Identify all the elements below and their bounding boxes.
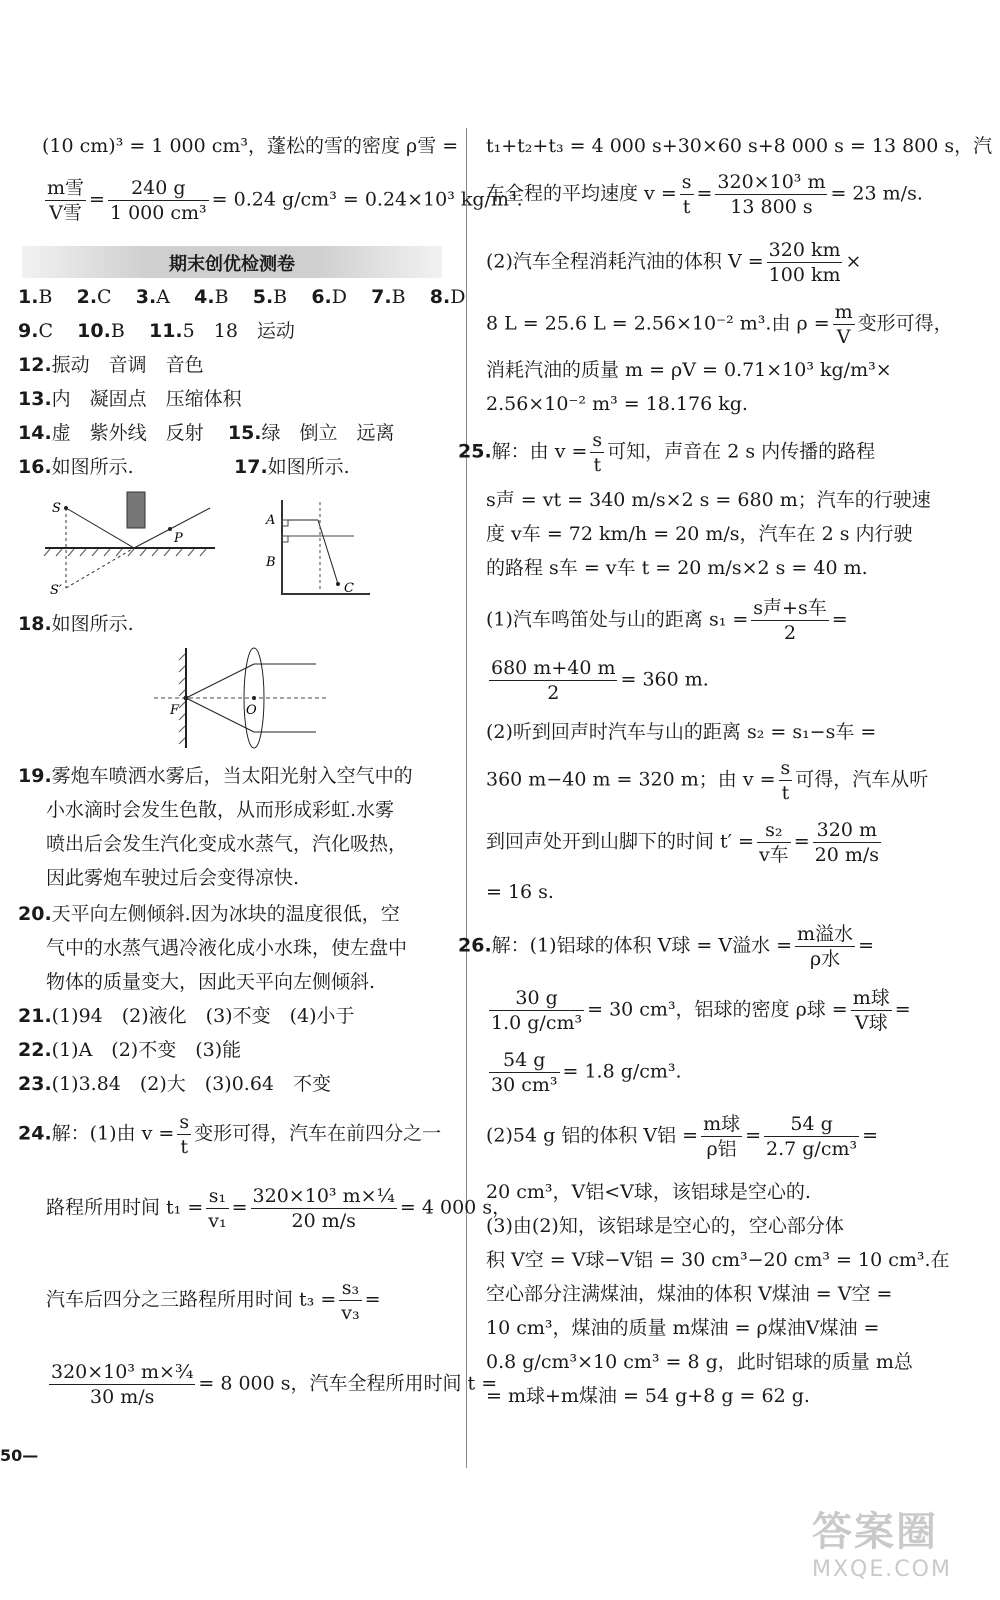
label-s: S xyxy=(52,501,61,516)
text-line: (2)听到回声时汽车与山的距离 s₂ = s₁−s车 = xyxy=(486,721,877,743)
answer-item: 10.B xyxy=(77,320,125,342)
answer-q25-line-1: 25.解：由 v = $\frac{s}{t}$ 可知，声音在 2 s 内传播的路程 xyxy=(458,429,876,476)
incident-ray xyxy=(66,508,134,548)
text-line: $\frac{30 g}{\text{1.0 g/cm³}}$ = 30 cm³，铝球的密度 ρ球 = $\frac{\text{m球}}{\text{V球}}$ = xyxy=(491,987,911,1034)
point-o xyxy=(252,696,256,700)
text-line: 度 v车 = 72 km/h = 20 m/s，汽车在 2 s 内行驶 xyxy=(486,523,913,545)
text-line: $\frac{680 m+40 m}{2}$ = 360 m. xyxy=(491,657,709,704)
figure-17-corner-reflector xyxy=(258,490,388,602)
answer-q18: 18.如图所示. xyxy=(18,613,134,635)
answer-q13: 13.内 凝固点 压缩体积 xyxy=(18,388,242,410)
answer-q22: 22.(1)A (2)不变 (3)能 xyxy=(18,1039,242,1061)
answer-item: 2.C xyxy=(76,286,112,308)
answer-item: 9.C xyxy=(18,320,53,342)
label-b: B xyxy=(266,555,276,570)
text-line: 到回声处开到山脚下的时间 t′ = $\frac{\text{s₂}}{\text{v车}}$ = $\frac{320 m}{20 m/s}$ xyxy=(486,819,879,866)
text-line: 8 L = 25.6 L = 2.56×10⁻² m³.由 ρ = $\frac{m}{V}$ 变形可得， xyxy=(486,301,953,348)
mc-answers-row-2 xyxy=(18,319,295,343)
point-s xyxy=(64,506,68,510)
text-line: t₁+t₂+t₃ = 4 000 s+30×60 s+8 000 s = 13 800 s，汽 xyxy=(486,135,993,157)
text-line: 的路程 s车 = v车 t = 20 m/s×2 s = 40 m. xyxy=(486,557,868,579)
text-line: (2)汽车全程消耗汽油的体积 V = $\frac{320 km}{100 km}$ × xyxy=(486,239,862,286)
answer-q21: 21.(1)94 (2)液化 (3)不变 (4)小于 xyxy=(18,1005,355,1027)
answer-item: 11.5 18 运动 xyxy=(148,320,295,342)
text-line: (1)汽车鸣笛处与山的距离 s₁ = $\frac{\text{s声+s车}}{2}$ = xyxy=(486,597,848,644)
text-line: $\frac{54 g}{\text{30 cm³}}$ = 1.8 g/cm³. xyxy=(491,1049,682,1096)
text-line: (2)54 g 铝的体积 V铝 = $\frac{\text{m球}}{\text{ρ铝}}$ = $\frac{54 g}{\text{2.7 g/cm³}}$ = xyxy=(486,1113,879,1160)
figure-18-convex-lens xyxy=(150,644,330,756)
label-c: C xyxy=(344,581,354,596)
mirror-hatching xyxy=(44,549,206,556)
image-ray-dashed xyxy=(66,548,134,588)
label-s-prime: S′ xyxy=(50,583,62,598)
watermark xyxy=(812,1500,982,1590)
watermark-logo-text: 答案圈 xyxy=(812,1509,938,1555)
section-title: 期末创优检测卷 xyxy=(169,254,295,275)
text-line: 消耗汽油的质量 m = ρV = 0.71×10³ kg/m³× xyxy=(486,359,892,381)
figure-16-mirror-reflection xyxy=(40,486,220,598)
answer-q12: 12.振动 音调 音色 xyxy=(18,354,204,376)
text-line: 积 V空 = V球−V铝 = 30 cm³−20 cm³ = 10 cm³.在 xyxy=(486,1249,950,1271)
label-p: P xyxy=(174,531,183,546)
label-a: A xyxy=(266,513,276,528)
point-f xyxy=(184,696,189,701)
text-line: 2.56×10⁻² m³ = 18.176 kg. xyxy=(486,393,748,415)
answer-item: 7.B xyxy=(371,286,406,308)
text-line: (3)由(2)知，该铝球是空心的，空心部分体 xyxy=(486,1215,844,1237)
text-line: 10 cm³，煤油的质量 m煤油 = ρ煤油V煤油 = xyxy=(486,1317,880,1339)
answer-q23: 23.(1)3.84 (2)大 (3)0.64 不变 xyxy=(18,1073,332,1095)
answer-q17: 17.如图所示. xyxy=(234,456,350,478)
column-divider xyxy=(466,128,467,1468)
mc-answers-row-1 xyxy=(18,285,465,309)
answer-q14-q15: 14.虚 紫外线 反射 15.绿 倒立 远离 xyxy=(18,422,395,444)
section-banner xyxy=(22,246,442,278)
text-line: = 16 s. xyxy=(486,881,554,903)
answer-item: 5.B xyxy=(252,286,288,308)
answer-q26-line-1: 26.解：(1)铝球的体积 V球 = V溢水 = $\frac{\text{m溢水}}{\text{ρ水}}$ = xyxy=(458,923,874,970)
answer-item: 6.D xyxy=(311,286,347,308)
answer-item: 1.B xyxy=(18,286,53,308)
text-line: 20 cm³，V铝<V球，该铝球是空心的. xyxy=(486,1181,811,1203)
answer-item: 4.B xyxy=(194,286,229,308)
text-line: 车全程的平均速度 v = $\frac{s}{t}$ = $\frac{\text{320×10³ m}}{13 800 s}$ = 23 m/s. xyxy=(486,171,923,218)
text-line: 0.8 g/cm³×10 cm³ = 8 g，此时铝球的质量 m总 xyxy=(486,1351,913,1373)
density-line-1: (10 cm)³ = 1 000 cm³，蓬松的雪的密度 ρ雪 = xyxy=(42,135,459,157)
point-p xyxy=(168,527,172,531)
fraction: $\frac{\text{m雪}}{\text{V雪}}$ xyxy=(47,177,85,224)
text-line: s声 = vt = 340 m/s×2 s = 680 m；汽车的行驶速 xyxy=(486,489,931,511)
answer-item: 8.D xyxy=(429,286,466,308)
text-line: 360 m−40 m = 320 m；由 v = $\frac{s}{t}$ 可得，汽车从听 xyxy=(486,757,929,804)
fraction: $\frac{240 g}{\text{1 000 cm³}}$ xyxy=(109,177,207,224)
density-line-2: $\frac{\text{m雪}}{\text{V雪}}$ = $\frac{240 g}{\text{1 000 cm³}}$ = 0.24 g/cm³ = 0.24×10³ kg/m³. xyxy=(47,177,523,224)
obstacle-block xyxy=(127,492,145,528)
answer-q16: 16.如图所示. xyxy=(18,456,134,478)
label-o: O xyxy=(246,703,257,718)
answer-item: 3.A xyxy=(135,286,170,308)
reflected-ray xyxy=(318,520,338,584)
page-number: 50— xyxy=(0,1446,39,1465)
watermark-url: MXQE.COM xyxy=(812,1557,952,1582)
point-c xyxy=(336,582,340,586)
text-line: = m球+m煤油 = 54 g+8 g = 62 g. xyxy=(486,1385,810,1407)
label-f: F xyxy=(170,703,180,718)
text-line: 空心部分注满煤油，煤油的体积 V煤油 = V空 = xyxy=(486,1283,893,1305)
